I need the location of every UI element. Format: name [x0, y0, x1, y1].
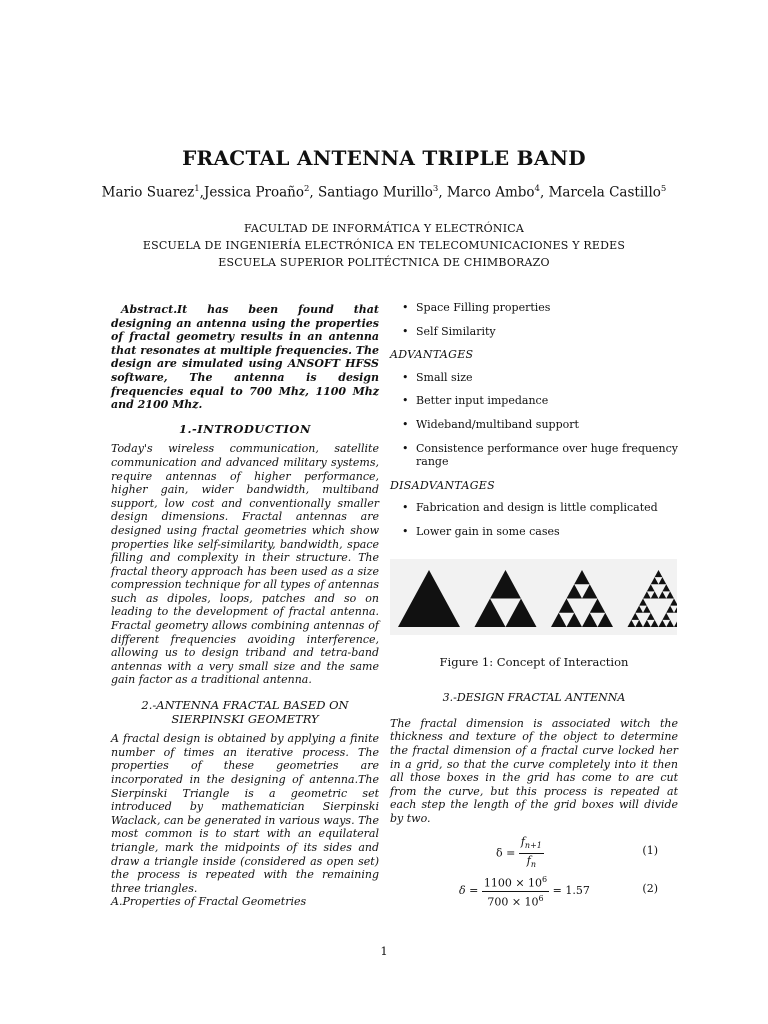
sierpinski-triangle [551, 612, 567, 626]
author-sup: 4 [534, 184, 540, 194]
equation-fraction [482, 873, 549, 909]
affiliation-faculty: FACULTAD DE INFORMÁTICA Y ELECTRÓNICA [243, 222, 524, 235]
properties-list [390, 301, 678, 338]
list-item [390, 394, 678, 408]
bullet-icon: • [402, 370, 409, 384]
sierpinski-triangle [674, 605, 677, 612]
equation-number: (2) [642, 882, 658, 896]
disadvantages-list [390, 501, 678, 538]
sierpinski-triangle [670, 598, 677, 605]
sierpinski-triangle [506, 598, 537, 627]
bullet-icon: • [402, 301, 409, 314]
equation-1 [390, 835, 678, 869]
denominator-subscript: n [530, 860, 536, 870]
author-sup: 1 [194, 184, 200, 194]
affiliation-school: ESCUELA DE INGENIERÍA ELECTRÓNICA EN TELECOMUNICACIONES Y REDES [142, 239, 626, 252]
sierpinski-triangle [674, 619, 677, 626]
sierpinski-triangle [659, 619, 667, 626]
sierpinski-triangle [475, 598, 506, 627]
equation-numerator [482, 873, 549, 891]
sierpinski-triangle [643, 619, 651, 626]
denominator-text: f [526, 854, 531, 868]
numerator-subscript: n+1 [524, 841, 542, 851]
author: Marco Ambo [446, 184, 535, 201]
sierpinski-triangle [598, 612, 614, 626]
equation-denominator [482, 892, 549, 909]
equation-rhs: = 1.57 [552, 884, 590, 898]
paper-title: FRACTAL ANTENNA TRIPLE BAND [182, 146, 586, 170]
section-heading-introduction: 1.-INTRODUCTION [179, 421, 311, 436]
sierpinski-triangle [590, 598, 606, 612]
section-heading-line: SIERPINSKI GEOMETRY [171, 711, 319, 726]
advantages-list [390, 371, 678, 469]
sierpinski-triangle [666, 619, 674, 626]
sierpinski-triangle [582, 584, 598, 598]
introduction-text: Today's wireless communication, satellite communication and advanced military systems, require antennas of higher performance, higher gain, wider bandwidth, multiband support, low cost and conventionally smaller design dimensions. Fractal antennas are designed using fractal geometries which show properties like self-similarity, bandwidth, space filling and complexity in their structure. The fractal theory approach has been used as a size compression technique for all types of antennas such as dipoles, loops, patches and so on leading to the development of fractal antenna. Fractal geometry allows combining antennas of different frequencies avoiding interference, allowing us to design triband and tetra-band antennas with a very small size and the same gain factor as a traditional antenna. [111, 442, 379, 687]
sierpinski-triangles-figure [390, 559, 677, 635]
disadvantages-label: DISADVANTAGES [390, 478, 495, 492]
design-text: The fractal dimension is associated witch the thickness and texture of the object to determine the fractal dimension of a fractal curve locked her in a grid, so that the curve completely into it then all those boxes in the grid has come to are cut from the curve, but this process is repeated at each step the length of the grid boxes will divide by two. [390, 716, 678, 825]
left-column [111, 303, 379, 909]
sierpinski-triangle [639, 598, 647, 605]
sierpinski-triangle [662, 612, 670, 619]
author-sup: 5 [660, 184, 667, 194]
denominator-superscript: 6 [538, 893, 544, 903]
sierpinski-text: A fractal design is obtained by applying a finite number of times an iterative process. The properties of these geometries are incorporated in the designing of antenna.The Sierpinski Triangle is a geometric set introduced by mathematician Sierpinski Waclack, can be generated in various ways. The most common is to start with an equilateral triangle, mark the midpoints of its sides and draw a triangle inside (considered as open set) the process is repeated with the remaining three triangles. [111, 732, 379, 895]
bullet-icon: • [402, 394, 409, 408]
sierpinski-triangle [567, 584, 583, 598]
equation-body [459, 873, 590, 909]
numerator-text: f [520, 835, 525, 849]
equation-lhs: δ = [459, 884, 479, 898]
author-sup: 3 [432, 184, 439, 194]
sierpinski-triangle [662, 584, 670, 591]
sierpinski-triangle [635, 619, 643, 626]
equation-numerator [519, 835, 544, 854]
author-sup: 2 [303, 184, 310, 194]
sierpinski-triangle [647, 612, 655, 619]
list-item-text: Lower gain in some cases [416, 524, 560, 538]
author-list: Mario Suarez$^1$,Jessica Proaño$^2$, Santiago Murillo$^3$, Marco Ambo$^4$, Marcela Castillo$^5$ [101, 184, 667, 201]
list-item [390, 442, 678, 469]
author: Marcela Castillo [548, 184, 661, 201]
list-item-text: Self Similarity [416, 324, 496, 338]
sierpinski-triangle [490, 569, 521, 598]
sierpinski-triangle [559, 598, 575, 612]
abstract: Abstract.It has been found that designing an antenna using the properties of fractal geometry results in an antenna that resonates at multiple frequencies. The design are simulated using ANSOFT HFSS software, The antenna is design frequencies equal to 700 Mhz, 1100 Mhz and 2100 Mhz. [111, 303, 379, 412]
bullet-icon: • [402, 441, 409, 455]
sierpinski-triangle [651, 619, 659, 626]
list-item [390, 325, 678, 339]
list-item-text: Small size [416, 370, 473, 384]
list-item [390, 525, 678, 539]
list-item [390, 301, 678, 315]
bullet-icon: • [402, 524, 409, 538]
author: Santiago Murillo [318, 184, 433, 201]
list-item-text: Wideband/multiband support [416, 417, 579, 431]
equation-lhs: δ = [496, 846, 516, 860]
sierpinski-triangle [628, 619, 636, 626]
author: Mario Suarez [101, 184, 195, 201]
sierpinski-triangle [643, 591, 651, 598]
list-item [390, 371, 678, 385]
list-item [390, 418, 678, 432]
figure-sierpinski [390, 559, 677, 635]
sierpinski-triangle [647, 584, 655, 591]
sierpinski-triangle [659, 591, 667, 598]
section-heading-line: 2.-ANTENNA FRACTAL BASED ON [141, 698, 349, 713]
equation-number: (1) [642, 844, 658, 858]
section-heading-sierpinski [111, 699, 379, 726]
denominator-text: 700 × 10 [487, 895, 539, 909]
bullet-icon: • [402, 501, 409, 515]
list-item [390, 501, 678, 515]
equation-body [496, 835, 544, 872]
sierpinski-triangle [651, 577, 659, 584]
equation-fraction [519, 835, 544, 872]
sierpinski-triangle [635, 605, 643, 612]
bullet-icon: • [402, 324, 409, 338]
sierpinski-triangle [659, 577, 667, 584]
list-item-text: Fabrication and design is little complicated [416, 501, 658, 515]
sierpinski-triangle [643, 605, 651, 612]
equation-denominator [519, 854, 544, 872]
sierpinski-triangle [655, 569, 663, 576]
section-heading-design: 3.-DESIGN FRACTAL ANTENNA [442, 691, 626, 705]
equation-2 [390, 873, 678, 907]
sierpinski-triangle [651, 591, 659, 598]
sierpinski-triangle [582, 612, 598, 626]
list-item-text: Consistence performance over huge frequency range [416, 441, 678, 469]
figure-caption: Figure 1: Concept of Interaction [439, 654, 629, 669]
page-number: 1 [380, 944, 388, 958]
sierpinski-triangle [567, 612, 583, 626]
sierpinski-triangle [631, 612, 639, 619]
subsection-heading-properties: A.Properties of Fractal Geometries [111, 895, 307, 909]
affiliation-university: ESCUELA SUPERIOR POLITÉCTNICA DE CHIMBORAZO [218, 256, 550, 269]
numerator-text: 1100 × 10 [483, 877, 543, 891]
list-item-text: Space Filling properties [416, 301, 551, 314]
sierpinski-triangle [666, 591, 674, 598]
numerator-superscript: 6 [542, 875, 548, 885]
list-item-text: Better input impedance [416, 394, 549, 408]
advantages-label: ADVANTAGES [390, 348, 474, 362]
author: Jessica Proaño [203, 184, 304, 201]
right-column [390, 301, 678, 907]
sierpinski-triangle [666, 605, 674, 612]
sierpinski-triangle [398, 569, 460, 626]
sierpinski-triangle [574, 569, 590, 583]
bullet-icon: • [402, 417, 409, 431]
